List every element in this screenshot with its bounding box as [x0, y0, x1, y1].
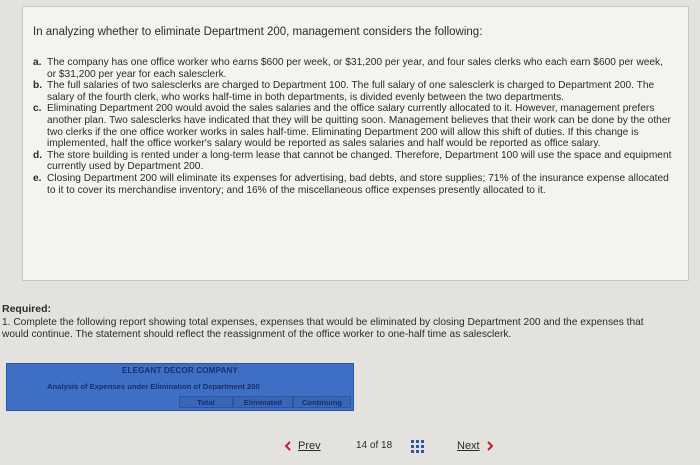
- list-item-label: e.: [33, 172, 42, 184]
- list-item-label: c.: [33, 103, 42, 115]
- list-item-text: The company has one office worker who earns $600 per week, or $31,200 per year, and four sales clerks who each earn $600 per week, or $31,200 per year for each salesclerk.: [47, 57, 663, 80]
- list-item-text: The full salaries of two salesclerks are charged to Department 100. The full salary of one salesclerk is charged to Department 200. The salary of the fourth clerk, who works half-time in both departments, is divided evenly between the two departments.: [47, 80, 655, 103]
- report-company-name: ELEGANT DECOR COMPANY: [121, 366, 239, 375]
- list-item-label: d.: [33, 149, 43, 161]
- required-heading: Required:: [2, 303, 52, 315]
- list-item-a: [33, 57, 673, 80]
- next-button[interactable]: [457, 440, 494, 452]
- chevron-right-icon: [486, 441, 494, 451]
- considerations-list: [33, 57, 673, 196]
- grid-icon[interactable]: [411, 440, 425, 454]
- list-item-e: [33, 173, 673, 196]
- list-item-b: [33, 80, 673, 103]
- page-of: of: [369, 440, 379, 451]
- prev-label: Prev: [298, 440, 321, 452]
- report-table: [6, 363, 354, 411]
- column-header-continuing: Continuing: [293, 396, 351, 408]
- required-instructions: 1. Complete the following report showing total expenses, expenses that would be eliminated by closing Department 200 and the expenses that would continue. The statement should reflect the reassignment of the office worker to one-half time as salesclerk.: [2, 317, 644, 340]
- list-item-text: Closing Department 200 will eliminate its expenses for advertising, bad debts, and store supplies; 71% of the insurance expense allocated to it to cover its merchandise inventory; and 16% of the miscellaneous office expenses presently allocated to it.: [47, 172, 669, 196]
- intro-text: In analyzing whether to eliminate Department 200, management considers the following:: [33, 26, 483, 38]
- prev-button[interactable]: [284, 440, 321, 452]
- list-item-label: a.: [33, 57, 42, 68]
- chevron-left-icon: [284, 441, 292, 451]
- question-card: [22, 6, 689, 281]
- list-item-text: The store building is rented under a long-term lease that cannot be changed. Therefore, Department 100 will use the space and equipment currently used by Department 200.: [47, 149, 672, 173]
- total-pages: 18: [381, 440, 393, 451]
- current-page: 14: [356, 440, 368, 451]
- list-item-d: [33, 150, 673, 173]
- list-item-c: [33, 103, 673, 149]
- column-header-total: Total: [179, 396, 233, 408]
- report-title: Analysis of Expenses under Elimination of Department 200: [47, 382, 260, 391]
- next-label: Next: [457, 440, 480, 452]
- column-header-eliminated: Eliminated: [233, 396, 293, 408]
- list-item-label: b.: [33, 80, 43, 92]
- page-indicator: [356, 440, 392, 451]
- list-item-text: Eliminating Department 200 would avoid the sales salaries and the office salary currently allocated to it. However, management prefers another plan. Two salesclerks have indicated that they will be quitting soon. Management believes that their work can be done by the other two clerks if the one office worker works in sales half-time. Eliminating Department 200 will allow this shift of duties. If this change is implemented, half the office worker's salary would be reported as sales salaries and half would be reported as office salary.: [47, 103, 671, 150]
